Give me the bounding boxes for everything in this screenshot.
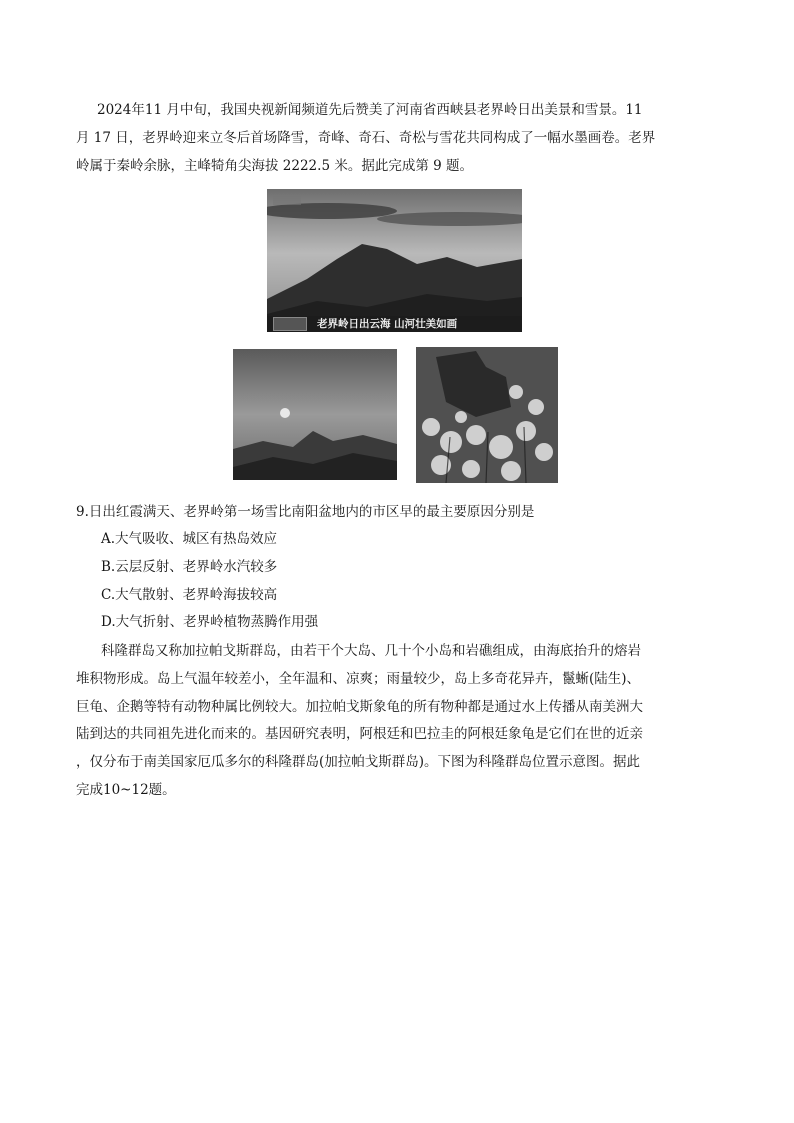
passage2-line-3: 巨龟、企鹅等特有动物种属比例较大。加拉帕戈斯象龟的所有物种都是通过水上传播从南美洲大 [76, 699, 643, 715]
sunrise-ridge-image [233, 349, 397, 480]
question-9-option-a: A.大气吸收、城区有热岛效应 [101, 531, 278, 547]
question-9-option-d: D.大气折射、老界岭植物蒸腾作用强 [101, 614, 319, 630]
channel-logo [273, 195, 301, 205]
question-9-option-b: B.云层反射、老界岭水汽较多 [101, 559, 278, 575]
sunrise-cloud-sea-image [267, 189, 522, 332]
passage2-line-2: 堆积物形成。岛上气温年较差小，全年温和、凉爽；雨量较少，岛上多奇花异卉，鬣蜥(陆生)、 [76, 671, 641, 687]
photo-caption: 老界岭日出云海 山河壮美如画 [317, 318, 458, 330]
sunrise-ridge-photo [233, 349, 397, 480]
intro-line-3: 岭属于秦岭余脉，主峰犄角尖海拔 2222.5 米。据此完成第 9 题。 [76, 158, 473, 174]
passage2-line-1: 科隆群岛又称加拉帕戈斯群岛，由若干个大岛、几十个小岛和岩礁组成，由海底抬升的熔岩 [101, 643, 641, 659]
snowy-pines-photo [416, 347, 558, 483]
question-9-stem: 9.日出红霞满天、老界岭第一场雪比南阳盆地内的市区早的最主要原因分别是 [76, 504, 535, 520]
intro-line-2: 月 17 日，老界岭迎来立冬后首场降雪，奇峰、奇石、奇松与雪花共同构成了一幅水墨画卷。老界 [76, 130, 656, 146]
passage2-line-5: ，仅分布于南美国家厄瓜多尔的科隆群岛(加拉帕戈斯群岛)。下图为科隆群岛位置示意图。据此 [76, 754, 641, 770]
snowy-pines-image [416, 347, 558, 483]
intro-line-1: 2024年11 月中旬，我国央视新闻频道先后赞美了河南省西峡县老界岭日出美景和雪景。11 [97, 102, 643, 118]
passage2-line-4: 陆到达的共同祖先进化而来的。基因研究表明，阿根廷和巴拉圭的阿根廷象龟是它们在世的近亲 [76, 726, 643, 742]
caption-tag-icon [273, 317, 307, 331]
photo-caption-bar [267, 316, 522, 332]
sunrise-cloud-sea-photo [267, 189, 522, 332]
question-9-option-c: C.大气散射、老界岭海拔较高 [101, 587, 278, 603]
passage2-line-6: 完成10~12题。 [76, 782, 176, 798]
